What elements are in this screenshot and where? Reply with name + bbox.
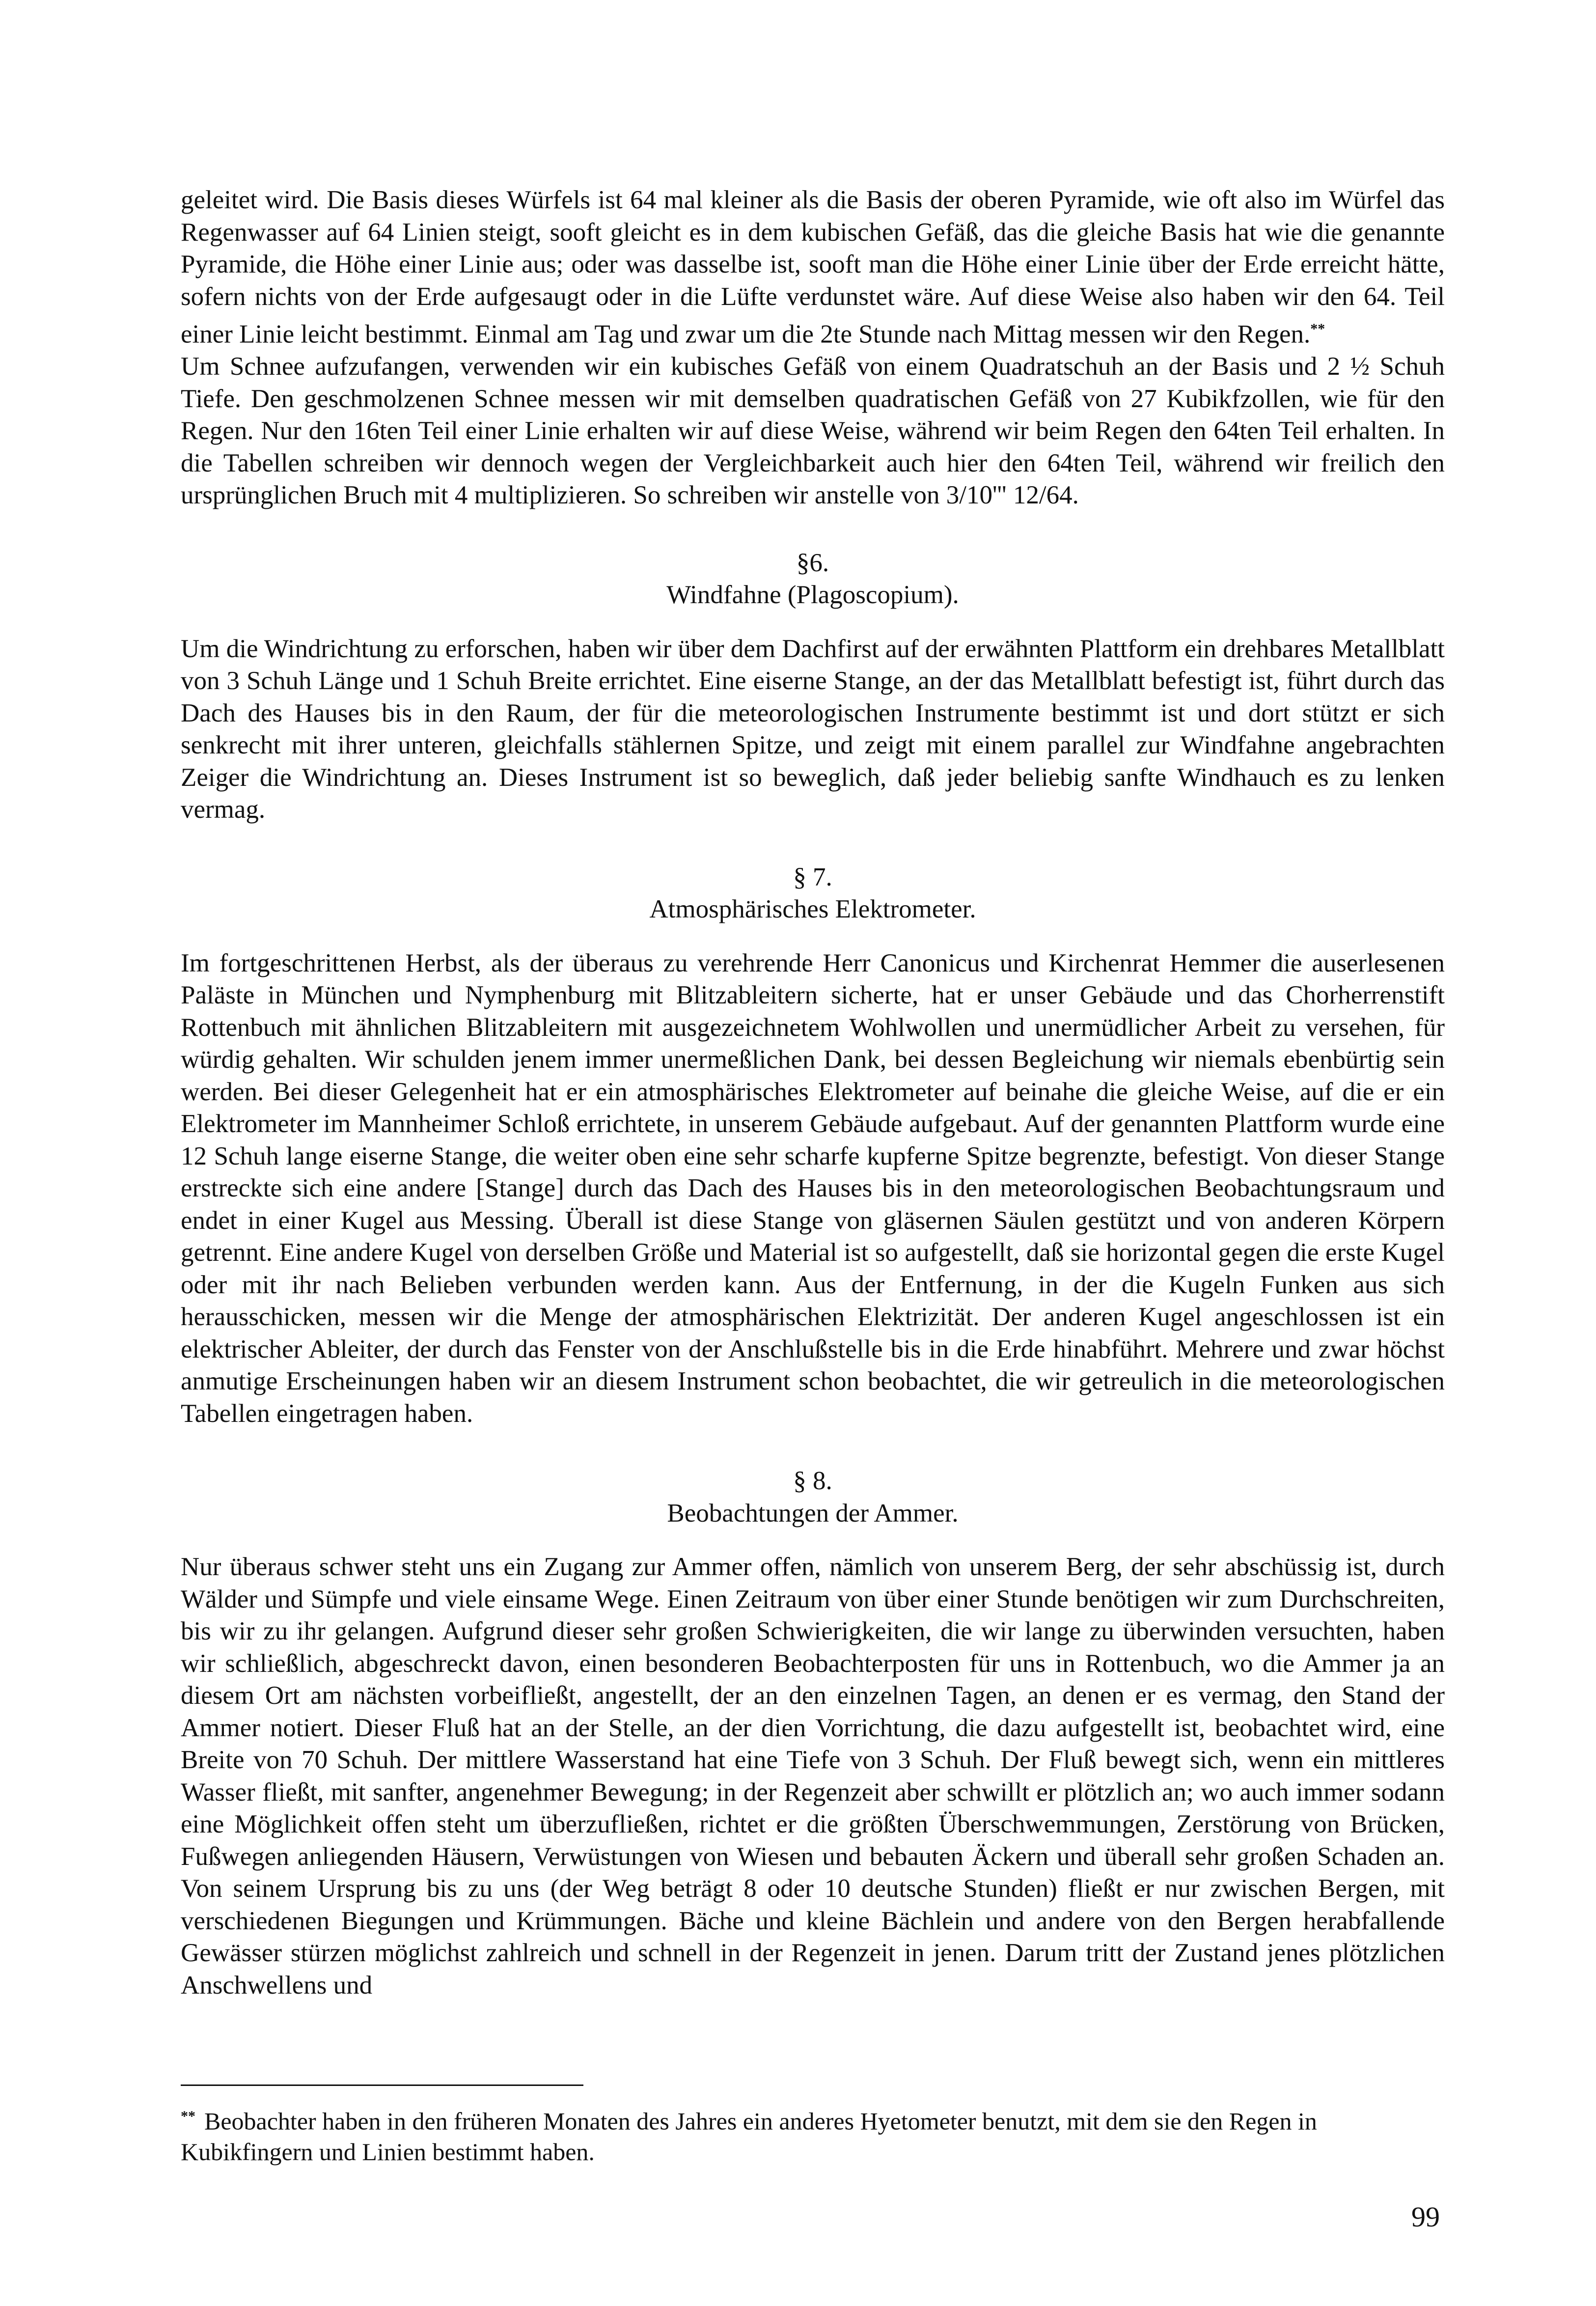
paragraph-snow-measurement: Um Schnee aufzufangen, verwenden wir ein kubisches Gefäß von einem Quadratschuh an der Basis und 2 ½ Schuh Tiefe. Den geschmolzenen Schnee messen wir mit demselben quadratischen Gefäß von 27 Kubikfzollen, wie für den Regen. Nur den 16ten Teil einer Linie erhalten wir auf diese Weise, während wir beim Regen den 64ten Teil erhalten. In die Tabellen schreiben wir dennoch wegen der Vergleichbarkeit auch hier den 64ten Teil, während wir freilich den ursprünglichen Bruch mit 4 multiplizieren. So schreiben wir anstelle von 3/10''' 12/64. (181, 352, 1445, 510)
paragraph-electrometer: Im fortgeschrittenen Herbst, als der überaus zu verehrende Herr Canonicus und Kirchenrat Hemmer die auserlesenen Paläste in München und Nymphenburg mit Blitzableitern sicherte, hat er unser Gebäude und das Chorherrenstift Rottenbuch mit ähnlichen Blitzableitern mit ausgezeichnetem Wohlwollen und unermüdlicher Arbeit zu versehen, für würdig gehalten. Wir schulden jenem immer unermeßlichen Dank, bei dessen Begleichung wir niemals ebenbürtig sein werden. Bei dieser Gelegenheit hat er ein atmosphärisches Elektrometer auf beinahe die gleiche Weise, auf die er ein Elektrometer im Mannheimer Schloß errichtete, in unserem Gebäude aufgebaut. Auf der genannten Plattform wurde eine 12 Schuh lange eiserne Stange, die weiter oben eine sehr scharfe kupferne Spitze begrenzte, befestigt. Von dieser Stange erstreckte sich eine andere [Stange] durch das Dach des Hauses bis in den meteorologischen Beobachtungsraum und endet in einer Kugel aus Messing. Überall ist diese Stange von gläsernen Säulen gestützt und von anderen Körpern getrennt. Eine andere Kugel von derselben Größe und Material ist so aufgestellt, daß sie horizontal gegen die erste Kugel oder mit ihr nach Belieben verbunden werden kann. Aus der Entfernung, in der die Kugeln Funken aus sich herausschicken, messen wir die Menge der atmosphärischen Elektrizität. Der anderen Kugel angeschlossen ist ein elektrischer Ableiter, der durch das Fenster von der Anschlußstelle bis in die Erde hinabführt. Mehrere und zwar höchst anmutige Erscheinungen haben wir an diesem Instrument schon beobachtet, die wir getreulich in die meteorologischen Tabellen eingetragen haben. (181, 948, 1445, 1428)
paragraph-rain-measurement-text: geleitet wird. Die Basis dieses Würfels ist 64 mal kleiner als die Basis der oberen Pyramide, wie oft also im Würfel das Regenwasser auf 64 Linien steigt, sooft gleicht es in dem kubischen Gefäß, das die gleiche Basis hat wie die genannte Pyramide, die Höhe einer Linie aus; oder was dasselbe ist, sooft man die Höhe einer Linie über der Erde erreicht hätte, sofern nichts von der Erde aufgesaugt oder in die Lüfte verdunstet wäre. Auf diese Weise also haben wir den 64. Teil einer Linie leicht bestimmt. Einmal am Tag und zwar um die 2te Stunde nach Mittag messen wir den Regen. (181, 186, 1445, 349)
section-6-heading (181, 547, 1445, 611)
section-6-number: §6. (796, 548, 829, 577)
footnote-marker: ** (181, 2108, 195, 2124)
section-7-title: Atmosphärisches Elektrometer. (649, 895, 976, 924)
section-8-heading (181, 1465, 1445, 1529)
paragraph-windvane: Um die Windrichtung zu erforschen, haben wir über dem Dachfirst auf der erwähnten Plattform ein drehbares Metallblatt von 3 Schuh Länge und 1 Schuh Breite errichtet. Eine eiserne Stange, an der das Metallblatt befestigt ist, führt durch das Dach des Hauses bis in den Raum, der für die meteorologischen Instrumente bestimmt ist und dort stützt er sich senkrecht mit ihrer unteren, gleichfalls stählernen Spitze, und zeigt mit einem parallel zur Windfahne angebrachten Zeiger die Windrichtung an. Dieses Instrument ist so beweglich, daß jeder beliebig sanfte Windhauch es zu lenken vermag. (181, 634, 1445, 824)
footnote-reference: ** (1310, 321, 1325, 337)
footnote-text: Beobachter haben in den früheren Monaten des Jahres ein anderes Hyetometer benutzt, mit dem sie den Regen in Kubikfingern und Linien bestimmt haben. (181, 2107, 1317, 2166)
section-7-number: § 7. (793, 862, 832, 891)
section-6-title: Windfahne (Plagoscopium). (666, 581, 959, 610)
section-8-number: § 8. (793, 1467, 832, 1496)
section-7-heading (181, 861, 1445, 926)
section-8-title: Beobachtungen der Ammer. (667, 1499, 959, 1528)
paragraph-rain-measurement (181, 184, 1445, 351)
paragraph-ammer-observations: Nur überaus schwer steht uns ein Zugang zur Ammer offen, nämlich von unserem Berg, der sehr abschüssig ist, durch Wälder und Sümpfe und viele einsame Wege. Einen Zeitraum von über einer Stunde benötigen wir zum Durchschreiten, bis wir zu ihr gelangen. Aufgrund dieser sehr großen Schwierigkeiten, die wir lange zu überwinden versuchten, haben wir schließlich, abgeschreckt davon, einen besonderen Beobachterposten für uns in Rottenbuch, wo die Ammer ja an diesem Ort am nächsten vorbeifließt, angestellt, der an den einzelnen Tagen, an denen er es vermag, den Stand der Ammer notiert. Dieser Fluß hat an der Stelle, an der dien Vorrichtung, die dazu aufgestellt ist, beobachtet wird, eine Breite von 70 Schuh. Der mittlere Wasserstand hat eine Tiefe von 3 Schuh. Der Fluß bewegt sich, wenn ein mittleres Wasser fließt, mit sanfter, angenehmer Bewegung; in der Regenzeit aber schwillt er plötzlich an; wo auch immer sodann eine Möglichkeit offen steht um überzufließen, richtet er die größten Überschwemmungen, Zerstörung von Brücken, Fußwegen anliegenden Häusern, Verwüstungen von Wiesen und bebauten Äckern und überall sehr großen Schaden an. Von seinem Ursprung bis zu uns (der Weg beträgt 8 oder 10 deutsche Stunden) fließt er nur zwischen Bergen, mit verschiedenen Biegungen und Krümmungen. Bäche und kleine Bächlein und andere von den Bergen herabfallende Gewässer stürzen möglichst zahlreich und schnell in der Regenzeit in jenen. Darum tritt der Zustand jenes plötzlichen Anschwellens und (181, 1553, 1445, 2000)
page-number: 99 (1411, 2201, 1440, 2233)
footnote (181, 2101, 1445, 2167)
footnote-divider (181, 2084, 583, 2086)
page-body (181, 184, 1445, 2001)
